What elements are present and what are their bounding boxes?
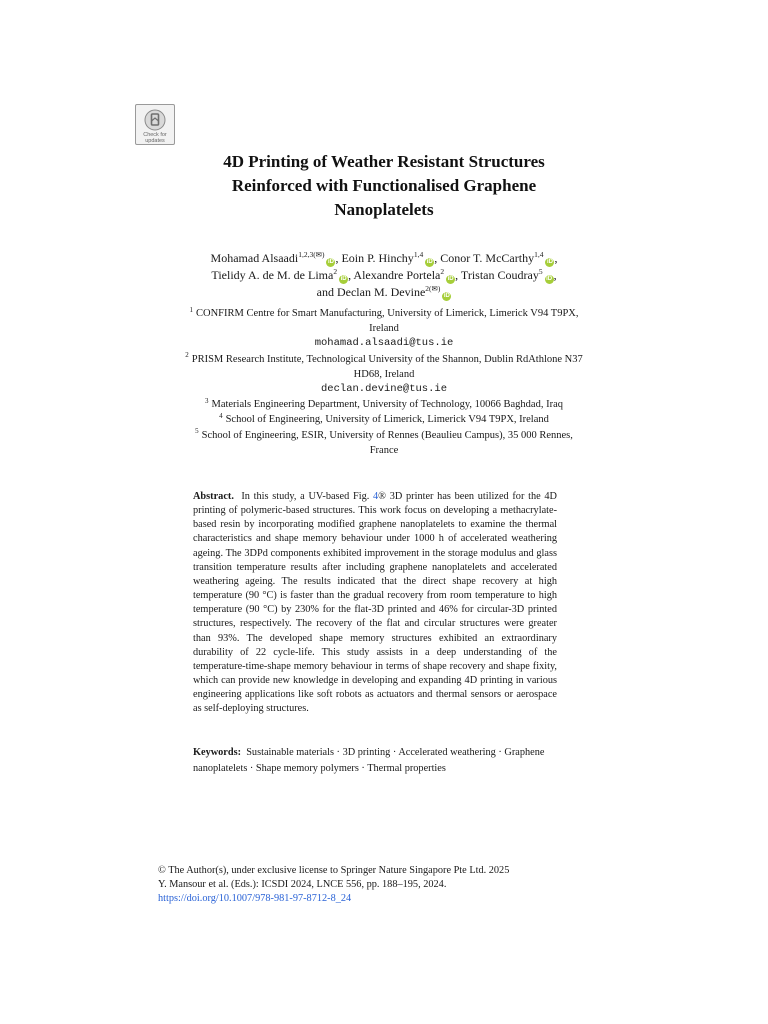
author-affiliation-marks: 1,4 — [534, 250, 544, 259]
check-for-updates-icon — [136, 109, 174, 131]
affiliation — [150, 397, 618, 412]
affiliation-text: School of Engineering, University of Limerick, Limerick V94 T9PX, Ireland — [225, 414, 549, 426]
author-affiliation-marks: 5 — [538, 267, 543, 276]
affiliation — [150, 412, 618, 427]
doi-link[interactable]: https://doi.org/10.1007/978-981-97-8712-8_24 — [158, 892, 352, 904]
affiliation-number: 1 — [189, 305, 193, 314]
affiliation-number: 4 — [219, 411, 223, 420]
affiliation-text: Materials Engineering Department, University of Technology, 10066 Baghdad, Iraq — [211, 399, 563, 411]
affiliation-text: CONFIRM Centre for Smart Manufacturing, University of Limerick, Limerick V94 T9PX, — [195, 308, 579, 319]
publication-footer — [158, 864, 678, 905]
title-line: Nanoplatelets — [334, 200, 434, 219]
orcid-icon[interactable]: iD — [327, 259, 334, 265]
author-affiliation-marks: 2 — [440, 267, 445, 276]
orcid-icon[interactable]: iD — [546, 276, 553, 282]
affiliation-number: 3 — [204, 396, 209, 405]
copyright-notice: © The Author(s), under exclusive license to Springer Nature Singapore Pte Ltd. 2025 — [158, 865, 510, 876]
affiliation-text: HD68, Ireland — [353, 368, 415, 380]
keywords-label: Keywords: — [193, 747, 242, 758]
author-affiliation-marks: 2 — [333, 267, 338, 276]
affiliation — [150, 306, 618, 336]
affiliation-text: Ireland — [369, 323, 399, 335]
author-affiliation-marks: 1,4 — [413, 250, 424, 259]
paper-title — [134, 150, 634, 222]
orcid-icon[interactable]: iD — [447, 276, 454, 282]
affiliation-number: 5 — [195, 427, 199, 436]
affiliation — [150, 352, 618, 382]
affiliation-text: France — [369, 444, 399, 456]
orcid-icon[interactable]: iD — [546, 259, 553, 265]
author-affiliation-marks: 2(✉) — [425, 284, 441, 293]
orcid-icon[interactable]: iD — [340, 276, 347, 282]
author-list: Mohamad Alsaadi$^{1,2,3(✉)}$iD , Eoin P. Hinchy$^{1,4}$iD , Conor T. McCarthy$^{1,4}$iD , Tielidy A. de M. de Lima$^2$iD , Alexandre Portela$^2$iD , Tristan Coudray$^5$iD , and Declan M. Devine$^{2(✉)}$iD — [210, 250, 558, 299]
authors-conjunction: and — [316, 285, 334, 299]
author-affiliation-marks: 1,2,3(✉) — [298, 250, 325, 259]
author-name: Eoin P. Hinchy — [341, 251, 414, 265]
author-name: Declan M. Devine — [336, 285, 426, 299]
figure-link[interactable]: 4 — [373, 491, 379, 502]
keywords-text: Sustainable materials · 3D printing · Accelerated weathering · Graphene nanoplatelets · Shape memory polymers · Thermal properties — [193, 747, 545, 774]
author-name: Alexandre Portela — [353, 268, 441, 282]
affiliation-number: 2 — [185, 351, 189, 360]
affiliation-text: PRISM Research Institute, Technological University of the Shannon, Dublin RdAthlone N37 — [191, 353, 583, 365]
affiliation-text: School of Engineering, ESIR, University of Rennes (Beaulieu Campus), 35 000 Rennes, — [201, 429, 573, 441]
abstract — [193, 490, 557, 717]
keywords — [193, 745, 567, 776]
check-for-updates-badge[interactable] — [135, 104, 175, 145]
author-name: Tielidy A. de M. de Lima — [211, 268, 334, 282]
email-link[interactable]: mohamad.alsaadi@tus.ie — [314, 337, 454, 350]
affiliation — [150, 428, 618, 458]
orcid-icon[interactable]: iD — [426, 259, 433, 265]
author-name: Conor T. McCarthy — [440, 251, 535, 265]
citation: Y. Mansour et al. (Eds.): ICSDI 2024, LNCE 556, pp. 188–195, 2024. — [158, 878, 447, 890]
affiliation-list — [150, 306, 618, 458]
email-link[interactable]: declan.devine@tus.ie — [320, 383, 448, 396]
author-name: Tristan Coudray — [460, 268, 539, 282]
check-for-updates-label: Check for updates — [143, 132, 167, 144]
orcid-icon[interactable]: iD — [443, 293, 450, 299]
author-name: Mohamad Alsaadi — [210, 251, 299, 265]
title-line: 4D Printing of Weather Resistant Structures — [223, 152, 545, 171]
title-line: Reinforced with Functionalised Graphene — [231, 176, 537, 195]
abstract-text: In this study, a UV-based Fig. — [241, 491, 374, 502]
abstract-label: Abstract. — [193, 491, 234, 502]
abstract-text: ® 3D printer has been utilized for the 4D printing of polymeric-based structures. This work focus on developing a methacrylate-based resin by incorporating modified graphene nanoplatelets to examine the thermal characteristics and shape memory behaviour under 1000 h of accelerated weathering ageing. The 3DPd components exhibited improvement in the storage modulus and glass transition temperature results after including graphene nanoplatelets and accelerated weathering ageing. The results indicated that the direct shape recovery at high temperature (90 °C) is faster than the gradual recovery from room temperature to high temperature (90 °C) by 230% for the flat-3D printed and 46% for circular-3D printed structures, respectively. The recovery of the flat and circular structures were greater than 93%. The developed shape memory structures exhibited an extraordinary durability of 22 cycle-life. This study assists in a deep understanding of the temperature-time-shape memory behaviour in terms of shape recovery and shape fixity, which can provide new knowledge in developing and expanding 4D printing in various engineering applications like soft robots as actuators and thermal sensors or aerospace as self-deploying structures. — [193, 491, 557, 715]
